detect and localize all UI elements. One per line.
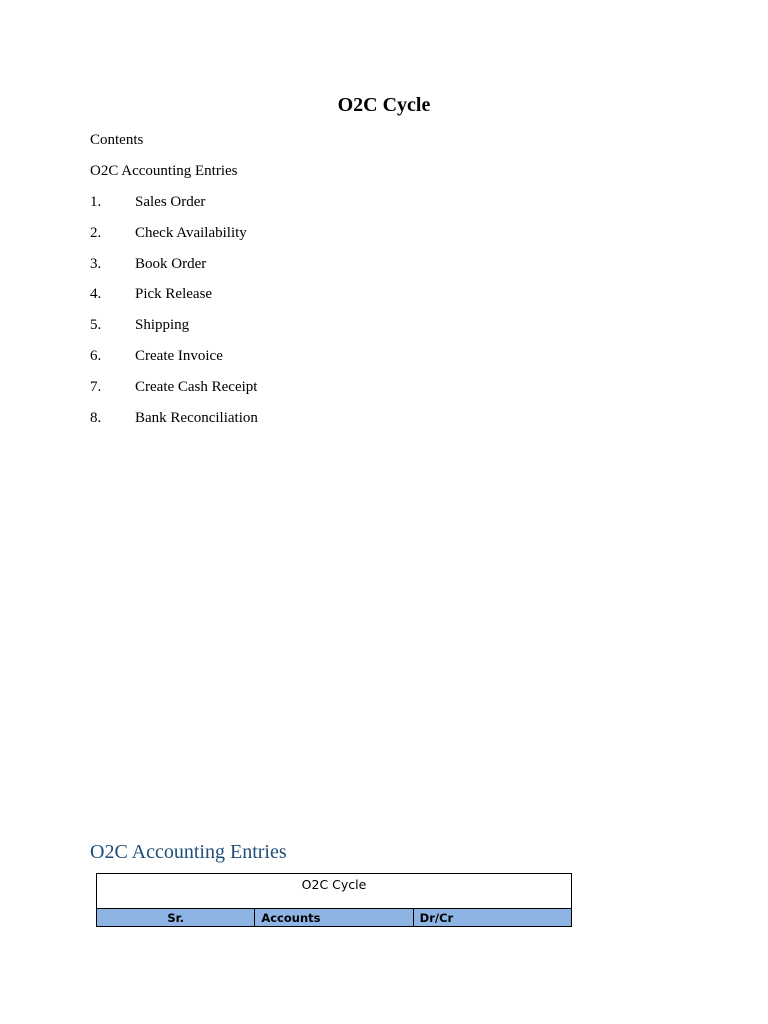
toc-item-number: 2.: [90, 224, 102, 241]
toc-item-label: Bank Reconciliation: [135, 409, 258, 426]
page-title: O2C Cycle: [337, 94, 431, 116]
toc-item[interactable]: [90, 316, 258, 347]
toc-item-number: 6.: [90, 347, 102, 364]
table-of-contents: [90, 193, 258, 439]
toc-item-label: Check Availability: [135, 224, 247, 241]
header-dr-cr: Dr/Cr: [413, 909, 571, 927]
toc-item-label: Shipping: [135, 317, 190, 334]
toc-item-number: 4.: [90, 286, 102, 303]
table-caption: O2C Cycle: [97, 874, 572, 909]
toc-item-label: Pick Release: [135, 286, 213, 303]
toc-item-number: 5.: [90, 317, 102, 334]
accounting-entries-table: [96, 873, 572, 927]
toc-item-number: 8.: [90, 409, 102, 426]
toc-item[interactable]: [90, 285, 258, 316]
toc-item-number: 1.: [90, 194, 102, 210]
toc-item[interactable]: [90, 347, 258, 378]
toc-item-label: Create Invoice: [135, 347, 223, 364]
table-header-row: [97, 909, 572, 927]
toc-item-label: Create Cash Receipt: [135, 378, 258, 395]
toc-item[interactable]: [90, 224, 258, 255]
section-heading: O2C Accounting Entries: [90, 841, 287, 863]
header-sr: Sr.: [97, 909, 255, 927]
contents-label: Contents: [90, 132, 144, 148]
toc-item-number: 3.: [90, 255, 102, 272]
toc-item-number: 7.: [90, 378, 102, 395]
header-accounts: Accounts: [255, 909, 413, 927]
toc-item[interactable]: [90, 378, 258, 409]
table-caption-row: [97, 874, 572, 909]
toc-heading-link[interactable]: O2C Accounting Entries: [90, 163, 238, 179]
toc-item[interactable]: [90, 255, 258, 286]
toc-item[interactable]: [90, 409, 258, 440]
toc-item-label: Book Order: [135, 255, 207, 272]
toc-item[interactable]: [90, 193, 258, 224]
toc-item-label: Sales Order: [135, 194, 206, 210]
